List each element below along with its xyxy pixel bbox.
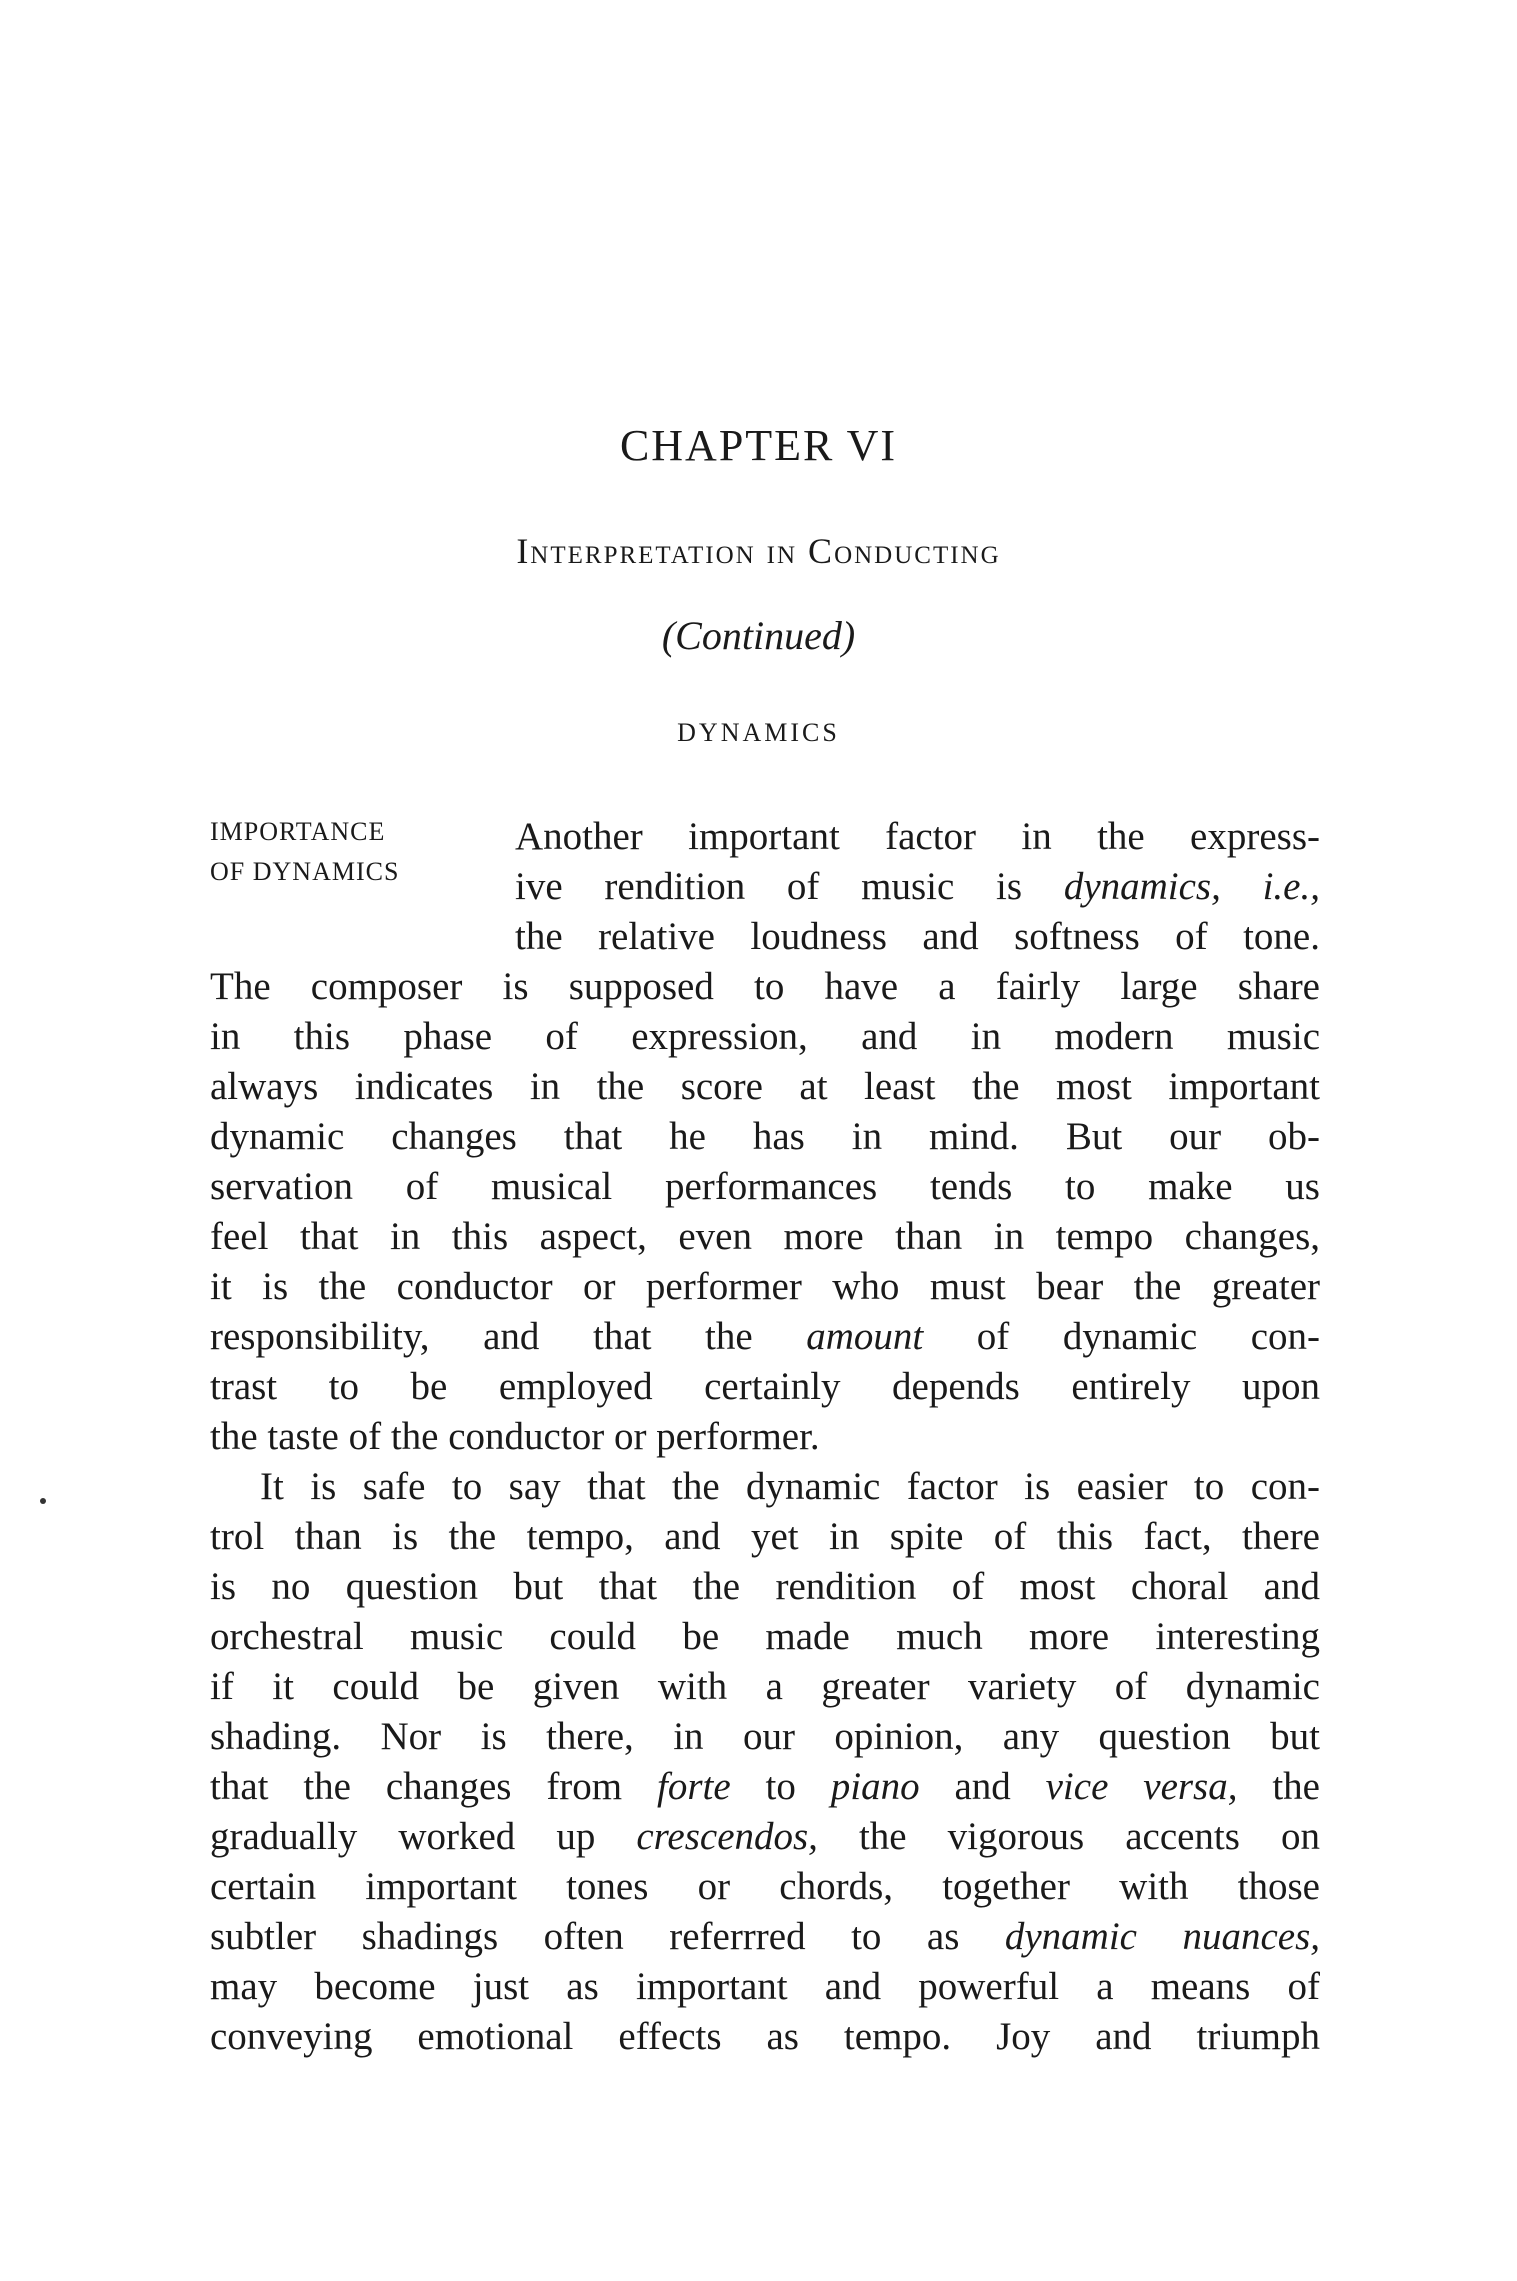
text-line: may become just as important and powerful a means of: [210, 1965, 1320, 2008]
italic-term: amount: [806, 1315, 924, 1358]
print-speck: [40, 1498, 46, 1504]
text-line: that the changes from forte to piano and vice versa, the: [210, 1765, 1320, 1808]
italic-term: piano: [830, 1765, 920, 1808]
italic-term: forte: [657, 1765, 731, 1808]
text-line: certain important tones or chords, together with those: [210, 1865, 1320, 1908]
dynamics-subheading: DYNAMICS: [677, 718, 840, 747]
margin-note-line: OF DYNAMICS: [210, 857, 400, 886]
text-line: always indicates in the score at least the most important: [210, 1065, 1320, 1108]
text-line: the relative loudness and softness of tone.: [515, 915, 1320, 958]
text-line: shading. Nor is there, in our opinion, any question but: [210, 1715, 1320, 1758]
text-line: It is safe to say that the dynamic factor is easier to con-: [260, 1465, 1320, 1508]
paragraph-2: [210, 1462, 1320, 2062]
paragraph-1: [210, 812, 1320, 1462]
text-line: in this phase of expression, and in modern music: [210, 1015, 1320, 1058]
text-line: servation of musical performances tends to make us: [210, 1165, 1320, 1208]
text-line: if it could be given with a greater variety of dynamic: [210, 1665, 1320, 1708]
body-text: [210, 812, 1320, 2062]
text-line: is no question but that the rendition of most choral and: [210, 1565, 1320, 1608]
text-line: orchestral music could be made much more interesting: [210, 1615, 1320, 1658]
text-line: responsibility, and that the amount of dynamic con-: [210, 1315, 1320, 1358]
chapter-title: CHAPTER VI: [619, 421, 898, 470]
continued-label: (Continued): [661, 613, 856, 658]
text-line: The composer is supposed to have a fairly large share: [210, 965, 1320, 1008]
italic-term: vice versa,: [1045, 1765, 1238, 1808]
section-title: Interpretation in Conducting: [516, 531, 1001, 571]
text-line: dynamic changes that he has in mind. But our ob-: [210, 1115, 1320, 1158]
text-line: [515, 862, 1320, 912]
italic-term: crescendos,: [636, 1815, 818, 1858]
italic-term: dynamic nuances,: [1004, 1915, 1321, 1958]
text-line: gradually worked up crescendos, the vigorous accents on: [210, 1815, 1320, 1858]
margin-note-line: IMPORTANCE: [210, 817, 386, 846]
text-line: the taste of the conductor or performer.: [210, 1415, 820, 1458]
text-line: Another important factor in the express-: [515, 815, 1320, 858]
text-line: trol than is the tempo, and yet in spite of this fact, there: [210, 1515, 1320, 1558]
text-line: conveying emotional effects as tempo. Joy and triumph: [210, 2015, 1320, 2058]
text-line: it is the conductor or performer who must bear the greater: [210, 1265, 1320, 1308]
text-line: trast to be employed certainly depends entirely upon: [210, 1365, 1320, 1408]
text-line-part: ive rendition of music is: [515, 865, 1064, 908]
italic-term: dynamics, i.e.,: [1063, 865, 1320, 908]
text-line: feel that in this aspect, even more than in tempo changes,: [210, 1215, 1320, 1258]
text-line: subtler shadings often referrred to as dynamic nuances,: [210, 1915, 1321, 1958]
